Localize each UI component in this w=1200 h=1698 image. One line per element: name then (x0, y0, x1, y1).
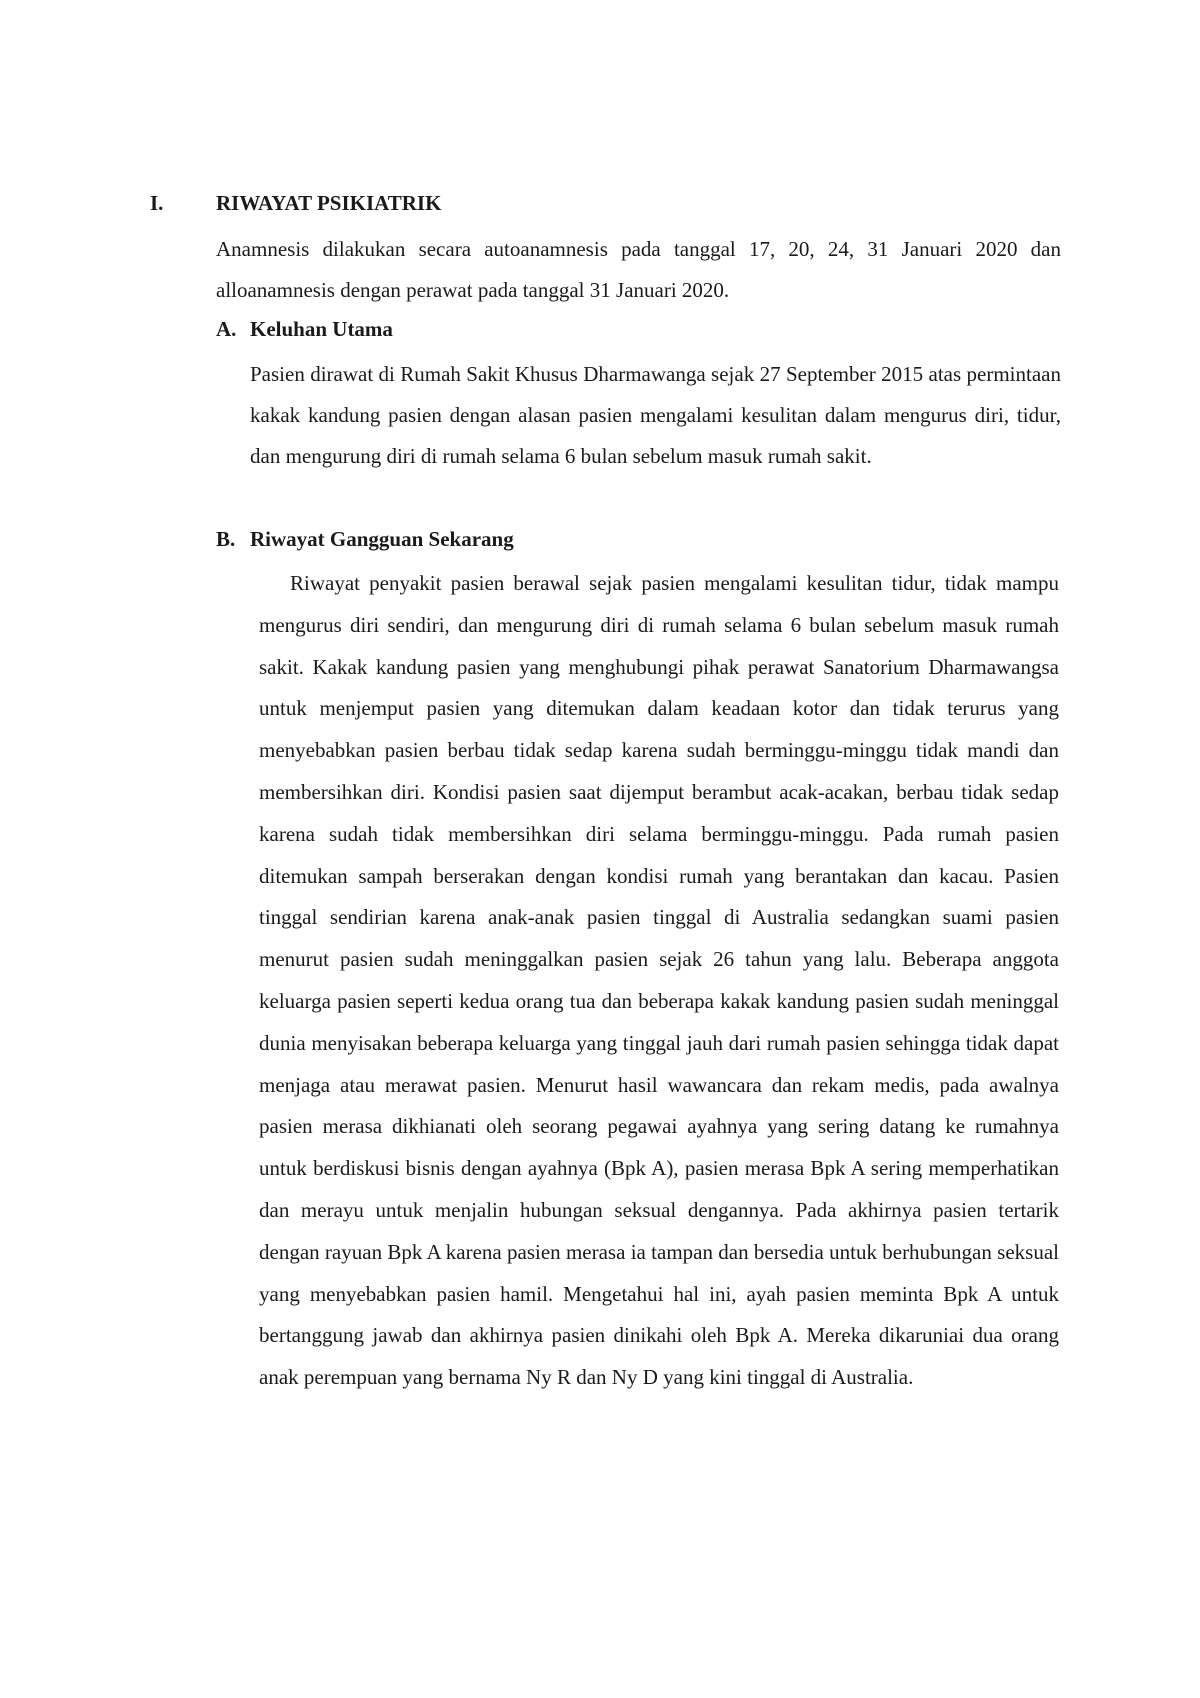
section-intro-paragraph: Anamnesis dilakukan secara autoanamnesis pada tanggal 17, 20, 24, 31 Januari 2020 dan alloanamnesis dengan perawat pada tanggal 31 Januari 2020. (216, 237, 1061, 302)
section-number: I. (150, 191, 164, 215)
subsection-paragraph-a: Pasien dirawat di Rumah Sakit Khusus Dharmawanga sejak 27 September 2015 atas permintaan kakak kandung pasien dengan alasan pasien mengalami kesulitan dalam mengurus diri, tidur, dan mengurung diri di rumah selama 6 bulan sebelum masuk rumah sakit. (250, 362, 1061, 468)
subsection-paragraph-b: Riwayat penyakit pasien berawal sejak pasien mengalami kesulitan tidur, tidak mampu mengurus diri sendiri, dan mengurung diri di rumah selama 6 bulan sebelum masuk rumah sakit. Kakak kandung pasien yang menghubungi pihak perawat Sanatorium Dharmawangsa untuk menjemput pasien yang ditemukan dalam keadaan kotor dan tidak terurus yang menyebabkan pasien berbau tidak sedap karena sudah berminggu-minggu tidak mandi dan membersihkan diri. Kondisi pasien saat dijemput berambut acak-acakan, berbau tidak sedap karena sudah tidak membersihkan diri selama berminggu-minggu. Pada rumah pasien ditemukan sampah berserakan dengan kondisi rumah yang berantakan dan kacau. Pasien tinggal sendirian karena anak-anak pasien tinggal di Australia sedangkan suami pasien menurut pasien sudah meninggalkan pasien sejak 26 tahun yang lalu. Beberapa anggota keluarga pasien seperti kedua orang tua dan beberapa kakak kandung pasien sudah meninggal dunia menyisakan beberapa keluarga yang tinggal jauh dari rumah pasien sehingga tidak dapat menjaga atau merawat pasien. Menurut hasil wawancara dan rekam medis, pada awalnya pasien merasa dikhianati oleh seorang pegawai ayahnya yang sering datang ke rumahnya untuk berdiskusi bisnis dengan ayahnya (Bpk A), pasien merasa Bpk A sering memperhatikan dan merayu untuk menjalin hubungan seksual dengannya. Pada akhirnya pasien tertarik dengan rayuan Bpk A karena pasien merasa ia tampan dan bersedia untuk berhubungan seksual yang menyebabkan pasien hamil. Mengetahui hal ini, ayah pasien meminta Bpk A untuk bertanggung jawab dan akhirnya pasien dinikahi oleh Bpk A. Mereka dikaruniai dua orang anak perempuan yang bernama Ny R dan Ny D yang kini tinggal di Australia. (259, 571, 1059, 1390)
section-title: RIWAYAT PSIKIATRIK (216, 191, 442, 215)
subsection-title: Riwayat Gangguan Sekarang (250, 527, 514, 551)
subsection-letter: B. (216, 527, 236, 551)
subsection-title: Keluhan Utama (250, 317, 393, 341)
subsection-letter: A. (216, 317, 237, 341)
